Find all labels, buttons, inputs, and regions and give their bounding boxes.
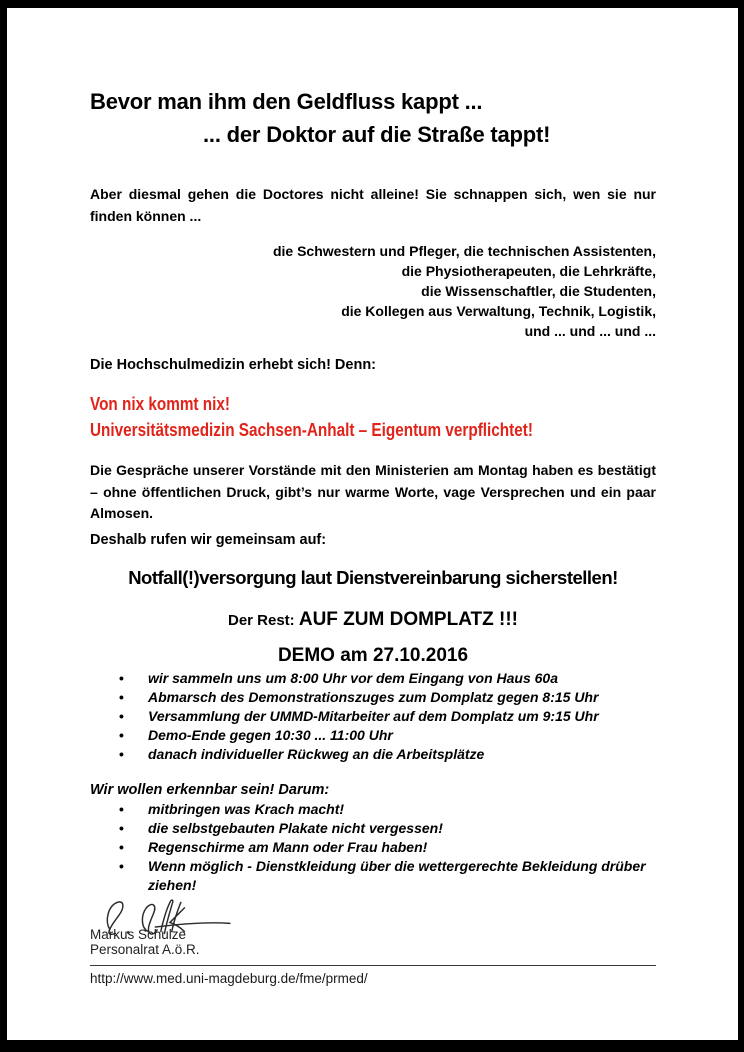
call-sentence: Deshalb rufen wir gemeinsam auf: (90, 531, 327, 548)
demo-date-heading: DEMO am 27.10.2016 (277, 644, 469, 666)
talks-paragraph: Die Gespräche unserer Vorstände mit den Ministerien am Montag haben es bestätigt – ohne öffentlichen Druck, gibt’s nur warme Worte, vage Versprechen und ein paar Almosen. (90, 462, 656, 521)
bring-item: • Regenschirme am Mann oder Frau haben! (90, 838, 656, 857)
demand-heading: Notfall(!)versorgung laut Dienstvereinbarung sicherstellen! (128, 566, 618, 588)
groups-block (90, 241, 656, 341)
headline (90, 85, 656, 151)
groups-line: und ... und ... und ... (524, 323, 656, 339)
schedule-item: • Abmarsch des Demonstrationszuges zum Domplatz gegen 8:15 Uhr (90, 688, 656, 707)
red-slogans (90, 391, 656, 443)
lead-sentence: Die Hochschulmedizin erhebt sich! Denn: (90, 357, 377, 373)
bring-item: • die selbstgebauten Plakate nicht vergessen! (90, 819, 656, 838)
signature-block (90, 897, 656, 927)
schedule-item: • Versammlung der UMMD-Mitarbeiter auf dem Domplatz um 9:15 Uhr (90, 707, 656, 726)
headline-line2: ... der Doktor auf die Straße tappt! (203, 122, 551, 147)
groups-line: die Physiotherapeuten, die Lehrkräfte, (401, 263, 656, 279)
groups-line: die Kollegen aus Verwaltung, Technik, Logistik, (341, 303, 656, 319)
schedule-item: • danach individueller Rückweg an die Arbeitsplätze (90, 745, 656, 764)
groups-line: die Schwestern und Pfleger, die technischen Assistenten, (272, 243, 656, 259)
recognizable-sentence: Wir wollen erkennbar sein! Darum: (90, 781, 330, 798)
signer-organization: Personalrat A.ö.R. (90, 942, 200, 957)
schedule-item: • wir sammeln uns um 8:00 Uhr vor dem Eingang von Haus 60a (90, 669, 656, 688)
schedule-item: • Demo-Ende gegen 10:30 ... 11:00 Uhr (90, 726, 656, 745)
headline-line1: Bevor man ihm den Geldfluss kappt ... (90, 89, 483, 114)
rest-prefix: Der Rest: (227, 611, 299, 629)
flyer-page (7, 8, 738, 1040)
footer-divider (90, 965, 656, 966)
groups-line: die Wissenschaftler, die Studenten, (421, 283, 656, 299)
slogan-line1: Von nix kommt nix! (90, 394, 230, 414)
bring-item: • Wenn möglich - Dienstkleidung über die wettergerechte Bekleidung drüber ziehen! (90, 857, 656, 895)
signer-name: Markus Schulze (90, 926, 187, 942)
bring-list (90, 800, 656, 895)
rest-main: AUF ZUM DOMPLATZ !!! (298, 608, 518, 630)
footer-url: http://www.med.uni-magdeburg.de/fme/prmed/ (90, 970, 368, 986)
slogan-line2: Universitätsmedizin Sachsen-Anhalt – Eigentum verpflichtet! (90, 420, 533, 440)
rest-heading (90, 607, 656, 634)
bring-item: • mitbringen was Krach macht! (90, 800, 656, 819)
schedule-list (90, 669, 656, 764)
intro-paragraph: Aber diesmal gehen die Doctores nicht alleine! Sie schnappen sich, wen sie nur finden können ... (90, 186, 656, 224)
